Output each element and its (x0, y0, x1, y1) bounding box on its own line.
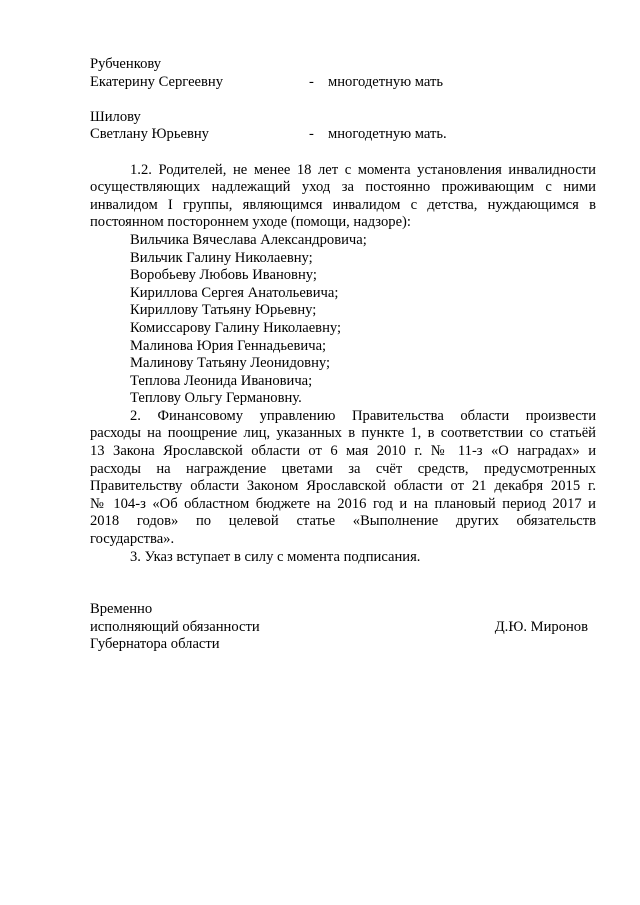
paragraph-line: 2018 годов» по целевой статье «Выполнение других обязательств (90, 513, 596, 530)
paragraph-line: государства». (90, 531, 175, 548)
signature-block (90, 601, 596, 654)
list-item: Воробьеву Любовь Ивановну; (130, 267, 317, 284)
dash-separator: - (309, 126, 314, 143)
dash-separator: - (309, 73, 314, 90)
paragraph-line: 1.2. Родителей, не менее 18 лет с момента установления инвалидности (130, 161, 596, 178)
paragraph-line: осуществляющих надлежащий уход за постоянно проживающим с ними (90, 179, 596, 196)
list-item: Комиссарову Галину Николаевну; (130, 319, 342, 336)
list-item: Малинову Татьяну Леонидовну; (130, 355, 331, 372)
list-item: Малинова Юрия Геннадьевича; (130, 337, 327, 354)
section-3-paragraph: 3. Указ вступает в силу с момента подписания. (130, 548, 421, 565)
paragraph-line: 2. Финансовому управлению Правительства области произвести (130, 407, 596, 424)
person-given-names: Екатерину Сергеевну (90, 73, 224, 90)
person-surname: Шилову (90, 108, 141, 125)
list-item: Вильчика Вячеслава Александровича; (130, 231, 367, 248)
paragraph-line: инвалидом I группы, являющимся инвалидом с детства, нуждающимся в (90, 196, 596, 213)
person-role: многодетную мать (328, 73, 444, 90)
list-item: Кириллова Сергея Анатольевича; (130, 284, 339, 301)
person-given-names: Светлану Юрьевну (90, 126, 209, 143)
paragraph-line: 13 Закона Ярославской области от 6 мая 2010 г. № 11-з «О наградах» и (90, 443, 596, 460)
paragraph-line: № 104-з «Об областном бюджете на 2016 год и на плановый период 2017 и (90, 495, 596, 512)
document-page (90, 56, 596, 654)
signature-title-line: исполняющий обязанности (90, 618, 260, 635)
section-1-2-paragraph (90, 162, 596, 232)
person-surname: Рубченкову (90, 56, 162, 72)
signatory-name: Д.Ю. Миронов (494, 618, 588, 635)
signature-title-line: Временно (90, 601, 153, 618)
person-row (90, 74, 596, 92)
list-item: Кириллову Татьяну Юрьевну; (130, 302, 317, 319)
paragraph-line: расходы на награждение цветами за счёт средств, предусмотренных (90, 460, 596, 477)
paragraph-line: Правительству области Законом Ярославской области от 21 декабря 2015 г. (90, 478, 596, 495)
person-role: многодетную мать. (328, 126, 447, 143)
person-row (90, 126, 596, 144)
signature-title-line: Губернатора области (90, 636, 220, 653)
paragraph-line: постоянном постороннем уходе (помощи, надзоре): (90, 214, 411, 231)
names-list (90, 232, 596, 408)
list-item: Вильчик Галину Николаевну; (130, 249, 313, 266)
list-item: Теплову Ольгу Германовну. (130, 390, 302, 407)
paragraph-line: расходы на поощрение лиц, указанных в пункте 1, в соответствии со статьёй (90, 425, 596, 442)
list-item: Теплова Леонида Ивановича; (130, 372, 313, 389)
section-2-paragraph (90, 408, 596, 549)
